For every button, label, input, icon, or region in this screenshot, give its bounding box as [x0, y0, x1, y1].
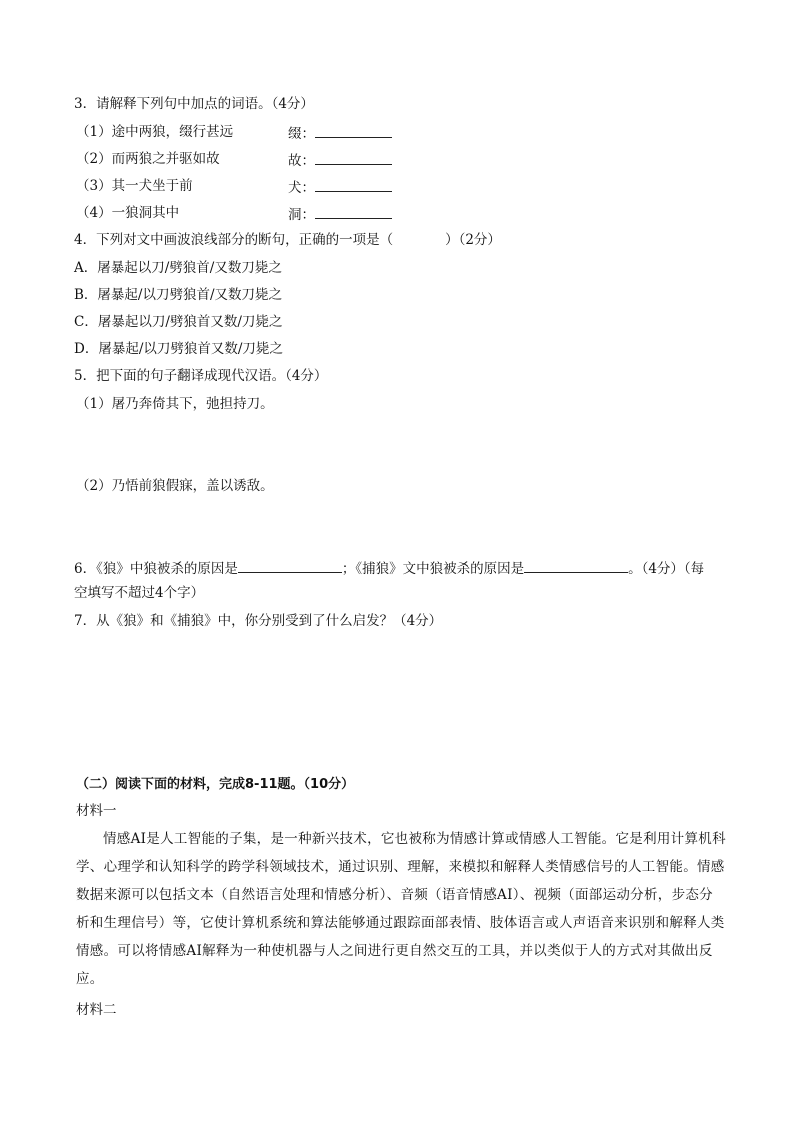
answer-blank[interactable]: [238, 558, 342, 573]
q4-option-c[interactable]: C．屠暴起以刀/劈狼首又数/刀毙之: [74, 314, 283, 330]
q3-answer-4: [288, 204, 392, 224]
q6-part1: 6．《狼》中狼被杀的原因是: [74, 561, 238, 577]
material1-label: 材料一: [76, 803, 117, 819]
material2-label: 材料二: [76, 1002, 117, 1018]
q3-sentence: （1）途中两狼，缀行甚远: [76, 124, 234, 140]
q3-answer-2: [288, 150, 392, 170]
q3-sentence: （4）一狼洞其中: [76, 205, 180, 221]
q4-option-b[interactable]: B．屠暴起/以刀劈狼首/又数刀毙之: [74, 287, 283, 303]
q3-title: 3．请解释下列句中加点的词语。（4分）: [74, 96, 314, 112]
q5-item-2: （2）乃悟前狼假寐，盖以诱敌。: [76, 478, 274, 494]
q4-title-after: ）（2分）: [445, 232, 501, 248]
section2-heading: （二）阅读下面的材料，完成8-11题。（10分）: [76, 777, 355, 792]
q6-line-2: 空填写不超过4个字）: [74, 585, 205, 601]
q3-answer-3: [288, 177, 392, 197]
q3-item-4: [76, 204, 179, 222]
q5-item-1: （1）屠乃奔倚其下，弛担持刀。: [76, 396, 274, 412]
q6-part3: 。（4分）（每: [628, 561, 705, 577]
q3-sentence: （2）而两狼之并驱如故: [76, 151, 220, 167]
q4-option-a[interactable]: A．屠暴起以刀/劈狼首/又数刀毙之: [74, 260, 282, 276]
q3-item-3: [76, 177, 193, 195]
answer-blank[interactable]: [315, 177, 392, 192]
q4-option-d[interactable]: D．屠暴起/以刀劈狼首又数/刀毙之: [74, 341, 283, 357]
q3-sentence: （3）其一犬坐于前: [76, 178, 193, 194]
answer-blank[interactable]: [315, 150, 392, 165]
q3-word: 犬：: [288, 180, 315, 196]
q6-part2: ；《捕狼》文中狼被杀的原因是: [341, 561, 525, 577]
q3-word: 故：: [288, 153, 315, 169]
q4-title-before: 4．下列对文中画波浪线部分的断句，正确的一项是（: [74, 232, 394, 248]
q3-word: 缀：: [288, 126, 315, 142]
material1-text: 情感AI是人工智能的子集，是一种新兴技术，它也被称为情感计算或情感人工智能。它是利用计算机科学、心理学和认知科学的跨学科领域技术，通过识别、理解，来模拟和解释人类情感信号的人工智能。情感数据来源可以包括文本（自然语言处理和情感分析）、音频（语音情感AI）、视频（面部运动分析，步态分析和生理信号）等，它使计算机系统和算法能够通过跟踪面部表情、肢体语言或人声语音来识别和解释人类情感。可以将情感AI解释为一种使机器与人之间进行更自然交互的工具，并以类似于人的方式对其做出反应。: [76, 831, 726, 987]
q6-line-1: [74, 558, 704, 578]
q4-title: [74, 231, 501, 249]
answer-blank[interactable]: [524, 558, 628, 573]
q3-word: 洞：: [288, 207, 315, 223]
q3-item-2: [76, 150, 220, 168]
answer-blank[interactable]: [315, 123, 392, 138]
answer-blank[interactable]: [315, 204, 392, 219]
q7-title: 7．从《狼》和《捕狼》中，你分别受到了什么启发？（4分）: [74, 613, 443, 629]
q3-item-1: [76, 123, 233, 141]
q5-title: 5．把下面的句子翻译成现代汉语。（4分）: [74, 368, 328, 384]
q3-answer-1: [288, 123, 392, 143]
